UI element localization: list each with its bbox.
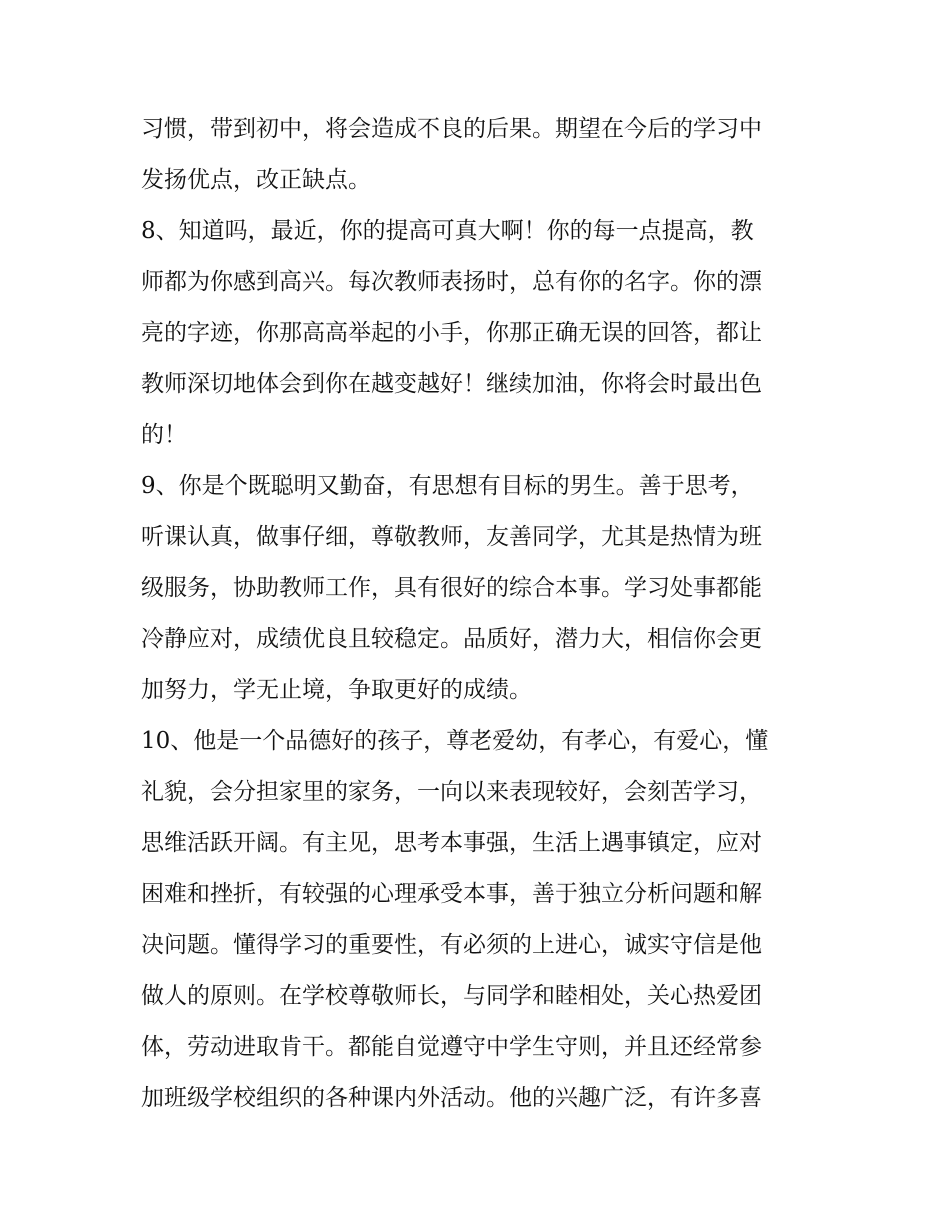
text-line: 加努力，学无止境，争取更好的成绩。 (141, 677, 532, 703)
text-line: 听课认真，做事仔细，尊敬教师，友善同学，尤其是热情为班 (141, 524, 762, 550)
text-line: 教师深切地体会到你在越变越好！继续加油，你将会时最出色 (141, 371, 762, 397)
text-line: 8、知道吗，最近，你的提高可真大啊！你的每一点提高，教 (141, 218, 754, 244)
text-line: 10、他是一个品德好的孩子，尊老爱幼，有孝心，有爱心，懂 (141, 728, 769, 754)
text-line: 9、你是个既聪明又勤奋，有思想有目标的男生。善于思考， (141, 473, 754, 499)
text-line: 思维活跃开阔。有主见，思考本事强，生活上遇事镇定，应对 (141, 830, 762, 856)
text-line: 发扬优点，改正缺点。 (141, 167, 371, 193)
text-line: 习惯，带到初中，将会造成不良的后果。期望在今后的学习中 (141, 116, 762, 142)
body-text (141, 104, 813, 1124)
text-line: 礼貌，会分担家里的家务，一向以来表现较好，会刻苦学习， (141, 779, 762, 805)
text-line: 级服务，协助教师工作，具有很好的综合本事。学习处事都能 (141, 575, 762, 601)
text-line: 冷静应对，成绩优良且较稳定。品质好，潜力大，相信你会更 (141, 626, 762, 652)
text-line: 做人的原则。在学校尊敬师长，与同学和睦相处，关心热爱团 (141, 983, 762, 1009)
text-line: 体，劳动进取肯干。都能自觉遵守中学生守则，并且还经常参 (141, 1034, 762, 1060)
text-line: 加班级学校组织的各种课内外活动。他的兴趣广泛，有许多喜 (141, 1085, 762, 1111)
text-line: 亮的字迹，你那高高举起的小手，你那正确无误的回答，都让 (141, 320, 762, 346)
text-line: 决问题。懂得学习的重要性，有必须的上进心，诚实守信是他 (141, 932, 762, 958)
text-line: 的！ (141, 422, 187, 448)
text-line: 困难和挫折，有较强的心理承受本事，善于独立分析问题和解 (141, 881, 762, 907)
text-line: 师都为你感到高兴。每次教师表扬时，总有你的名字。你的漂 (141, 269, 762, 295)
